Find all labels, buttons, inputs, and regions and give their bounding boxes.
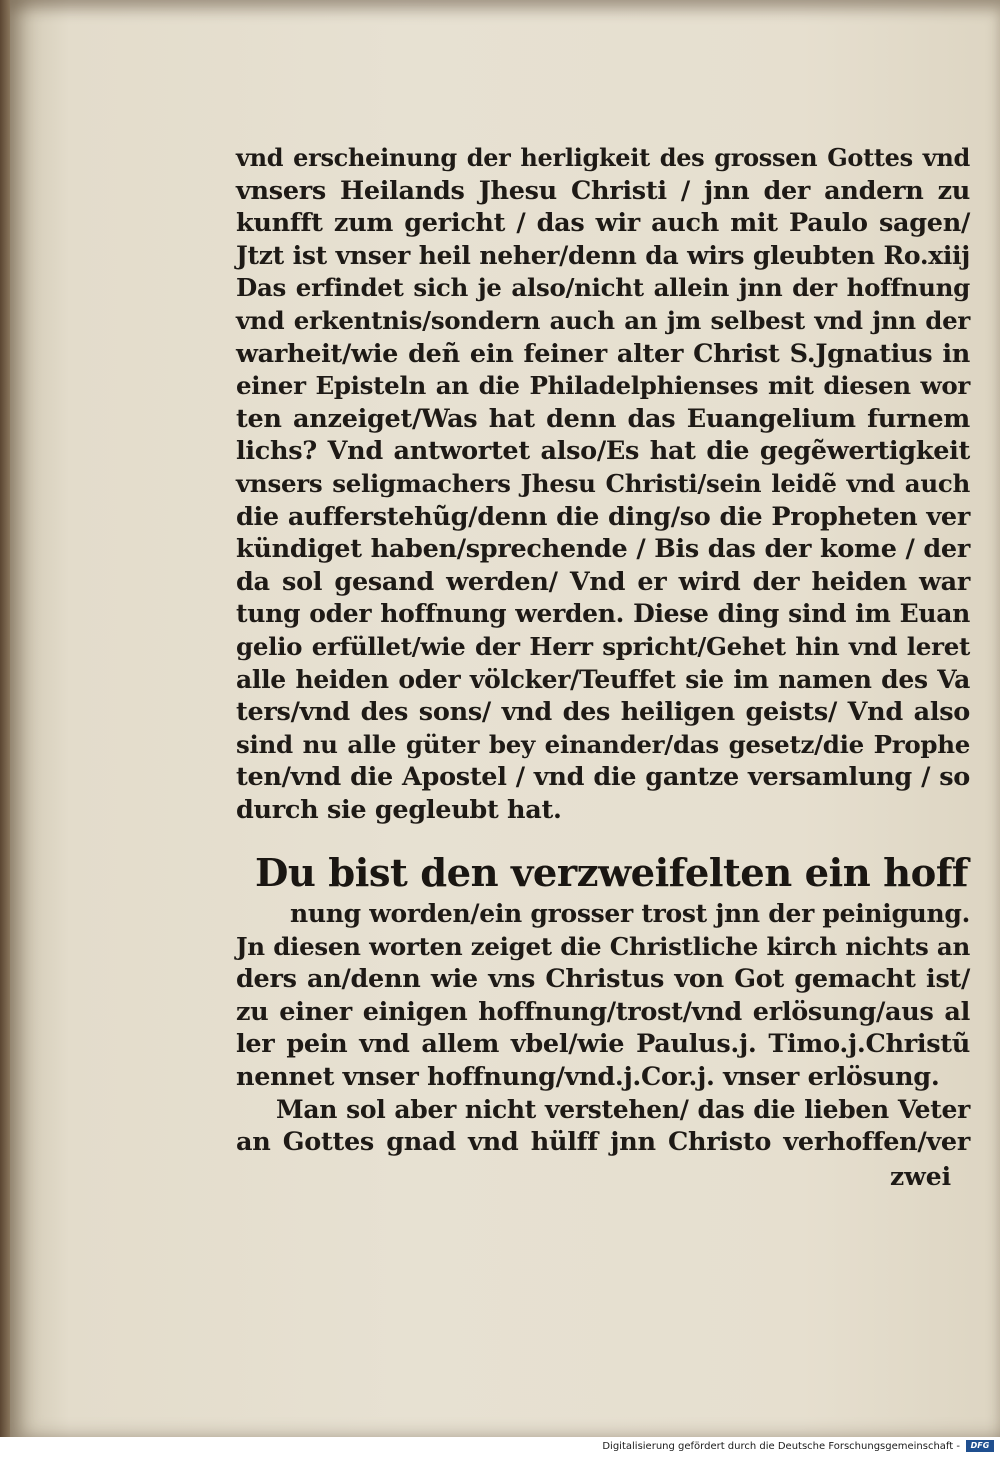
footer-bar <box>0 1437 1000 1457</box>
text-line: einer Episteln an die Philadelphienses mit diesen wor <box>236 371 970 401</box>
text-line: ders an/denn wie vns Christus von Got gemacht ist/ <box>236 964 970 995</box>
text-line: vnsers Heilands Jhesu Christi / jnn der andern zu <box>236 175 970 206</box>
paragraph-1 <box>236 142 970 826</box>
text-line: Jn diesen worten zeiget die Christliche kirch nichts an <box>236 931 970 961</box>
text-line: sind nu alle güter bey einander/das gesetz/die Prophe <box>236 729 970 759</box>
text-line: vnsers seligmachers Jhesu Christi/sein leidẽ vnd auch <box>236 468 970 498</box>
catchword: zwei <box>890 1162 952 1191</box>
text-line: da sol gesand werden/ Vnd er wird der heiden war <box>236 566 970 597</box>
funding-credit: Digitalisierung gefördert durch die Deutsche Forschungsgemeinschaft - <box>602 1441 960 1452</box>
text-line: ten anzeiget/Was hat denn das Euangelium furnem <box>236 403 970 434</box>
text-line: Man sol aber nicht verstehen/ das die lieben Veter <box>276 1094 970 1124</box>
section-heading: Du bist den verzweifelten ein hoff <box>255 851 968 896</box>
text-line: alle heiden oder völcker/Teuffet sie im namen des Va <box>236 664 970 694</box>
text-line: ten/vnd die Apostel / vnd die gantze versamlung / so <box>236 762 970 793</box>
text-line: gelio erfüllet/wie der Herr spricht/Gehet hin vnd leret <box>236 631 970 661</box>
text-line: nung worden/ein grosser trost jnn der peinigung. <box>290 899 970 928</box>
text-line: ters/vnd des sons/ vnd des heiligen geists/ Vnd also <box>236 697 970 728</box>
text-line: warheit/wie deñ ein feiner alter Christ S.Jgnatius in <box>236 338 970 369</box>
paragraph-2 <box>236 898 970 1159</box>
dfg-logo-icon: DFG <box>966 1440 994 1452</box>
text-line: die aufferstehũg/denn die ding/so die Propheten ver <box>236 501 970 532</box>
text-line: Jtzt ist vnser heil neher/denn da wirs gleubten Ro.xiij <box>236 240 970 270</box>
text-line: vnd erscheinung der herligkeit des grossen Gottes vnd <box>236 143 970 172</box>
text-line: nennet vnser hoffnung/vnd.j.Cor.j. vnser erlösung. <box>236 1061 940 1092</box>
text-line: vnd erkentnis/sondern auch an jm selbest vnd jnn der <box>236 305 970 335</box>
text-line: tung oder hoffnung werden. Diese ding sind im Euan <box>236 599 970 629</box>
text-line: lichs? Vnd antwortet also/Es hat die gegẽwertigkeit <box>236 436 970 467</box>
text-line: durch sie gegleubt hat. <box>236 794 562 825</box>
text-line: ler pein vnd allem vbel/wie Paulus.j. Timo.j.Christũ <box>236 1029 970 1060</box>
text-line: zu einer einigen hoffnung/trost/vnd erlösung/aus al <box>236 996 970 1027</box>
text-line: an Gottes gnad vnd hülff jnn Christo verhoffen/ver <box>236 1127 970 1158</box>
text-line: kündiget haben/sprechende / Bis das der kome / der <box>236 534 970 565</box>
text-line: Das erfindet sich je also/nicht allein jnn der hoffnung <box>236 273 970 303</box>
text-line: kunfft zum gericht / das wir auch mit Paulo sagen/ <box>236 208 970 239</box>
